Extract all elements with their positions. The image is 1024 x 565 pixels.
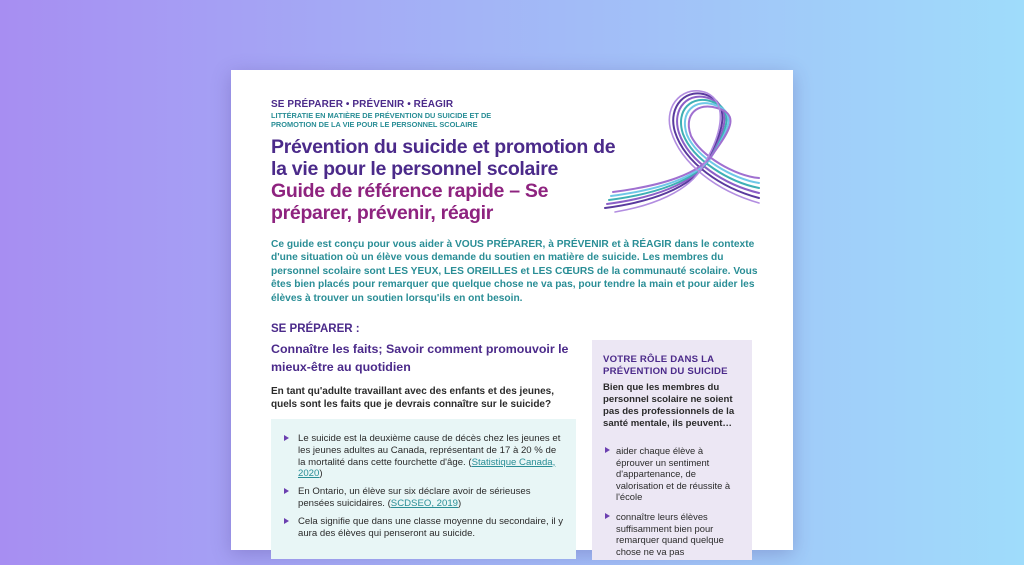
list-item xyxy=(295,433,564,480)
document-subtitle: LITTÉRATIE EN MATIÈRE DE PRÉVENTION DU SUICIDE ET DE PROMOTION DE LA VIE POUR LE PERSONNEL SCOLAIRE xyxy=(271,111,492,129)
intro-paragraph: Ce guide est conçu pour vous aider à VOUS PRÉPARER, à PRÉVENIR et à RÉAGIR dans le contexte d'une situation où un élève vous demande du soutien en matière de suicide. Les membres du personnel scolaire sont LES YEUX, LES OREILLES et LES CŒURS de la communauté scolaire. Vous êtes bien placés pour remarquer que quelque chose ne va pas, pour tendre la main et pour aider les élèves à trouver un soutien lorsqu'ils en ont besoin. xyxy=(271,239,758,304)
section-heading: SE PRÉPARER : xyxy=(271,323,360,335)
facts-list xyxy=(271,419,576,539)
source-link[interactable]: Statistique Canada, 2020 xyxy=(298,456,556,480)
list-item: aider chaque élève à éprouver un sentiment d'appartenance, de valorisation et de réussite à l'école xyxy=(616,445,742,503)
fact-text-end: ) xyxy=(458,497,462,509)
document-page xyxy=(231,70,793,557)
role-heading: VOTRE RÔLE DANS LA PRÉVENTION DU SUICIDE xyxy=(603,354,728,377)
list-item xyxy=(295,516,564,540)
awareness-ribbon-icon xyxy=(601,88,761,218)
role-box xyxy=(592,340,752,560)
fact-text: Le suicide est la deuxième cause de décès chez les jeunes et les jeunes adultes au Canada, représentant de 17 à 20 % de la mortalité dans cette fourchette d'âge. ( xyxy=(298,433,561,468)
section-question: En tant qu'adulte travaillant avec des enfants et des jeunes, quels sont les faits que je devrais connaître sur le suicide? xyxy=(271,386,555,410)
facts-box xyxy=(271,419,576,559)
document-title-accent: Guide de référence rapide – Se préparer, prévenir, réagir xyxy=(271,180,549,224)
source-link[interactable]: SCDSEO, 2019 xyxy=(390,497,458,509)
kicker: SE PRÉPARER • PRÉVENIR • RÉAGIR xyxy=(271,99,454,110)
list-item xyxy=(295,486,564,510)
list-item: connaître leurs élèves suffisamment bien pour remarquer quand quelque chose ne va pas xyxy=(616,511,742,557)
fact-text-end: ) xyxy=(319,468,323,480)
role-list xyxy=(616,445,742,565)
document-title: Prévention du suicide et promotion de la vie pour le personnel scolaire xyxy=(271,136,616,180)
fact-text: En Ontario, un élève sur six déclare avoir de sérieuses pensées suicidaires. ( xyxy=(298,486,531,509)
role-intro: Bien que les membres du personnel scolaire ne soient pas des professionnels de la santé mentale, ils peuvent… xyxy=(603,382,735,429)
section-subheading: Connaître les faits; Savoir comment promouvoir le mieux-être au quotidien xyxy=(271,342,569,374)
fact-text: Cela signifie que dans une classe moyenne du secondaire, il y aura des élèves qui penseront au suicide. xyxy=(298,515,564,539)
